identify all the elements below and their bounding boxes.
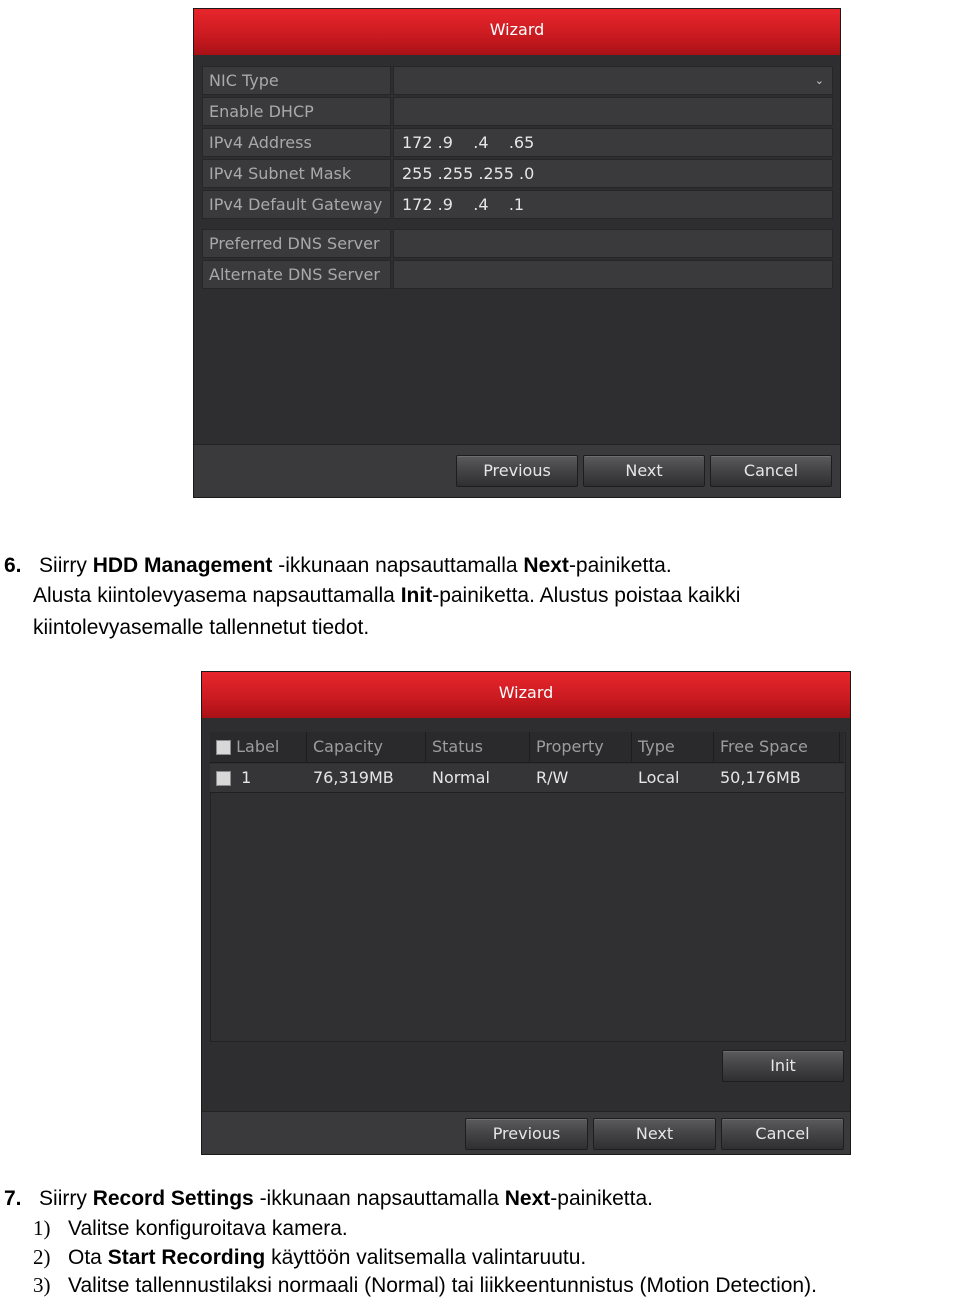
subnet-mask-input[interactable]: 255 .255 .255 .0 (393, 159, 833, 188)
item-text: käyttöön valitsemalla valintaruutu. (265, 1246, 587, 1269)
step6-line2 (33, 581, 740, 611)
step6-text: -ikkunaan napsauttamalla (272, 554, 524, 577)
item-number: 1) (33, 1216, 51, 1240)
row-free-space: 50,176MB (720, 768, 801, 787)
enable-dhcp-label: Enable DHCP (202, 97, 391, 126)
default-gateway-row (202, 190, 833, 219)
wizard-title: Wizard (194, 9, 840, 55)
step7-next: Next (504, 1187, 551, 1210)
item-number: 3) (33, 1273, 51, 1297)
item-text: Ota (68, 1246, 108, 1269)
ipv4-address-input[interactable]: 172 .9 .4 .65 (393, 128, 833, 157)
row-property: R/W (536, 768, 569, 787)
nic-type-row (202, 66, 833, 95)
step6-hdd-management: HDD Management (92, 554, 273, 577)
step6-text: -painiketta. Alustus poistaa kaikki (432, 584, 741, 607)
item-text: Valitse konfiguroitava kamera. (68, 1217, 348, 1240)
preferred-dns-label: Preferred DNS Server (202, 229, 391, 258)
step7-line1 (4, 1184, 653, 1214)
alternate-dns-input[interactable] (393, 260, 833, 289)
row-checkbox[interactable] (216, 771, 231, 786)
previous-button[interactable]: Previous (465, 1118, 588, 1150)
ipv4-address-label: IPv4 Address (202, 128, 391, 157)
step7-item-1 (33, 1213, 348, 1244)
column-free-space[interactable]: Free Space (714, 732, 840, 762)
network-wizard-window (193, 8, 841, 498)
step6-text: Siirry (39, 554, 93, 577)
nic-type-label: NIC Type (202, 66, 391, 95)
column-capacity[interactable]: Capacity (307, 732, 426, 762)
item-text: Valitse tallennustilaksi normaali (Normal) tai liikkeentunnistus (Motion Detection). (68, 1274, 817, 1297)
alternate-dns-row (202, 260, 833, 289)
enable-dhcp-row (202, 97, 833, 126)
step6-next: Next (523, 554, 569, 577)
column-property[interactable]: Property (530, 732, 632, 762)
next-button[interactable]: Next (583, 455, 705, 487)
nic-type-select[interactable] (393, 66, 833, 95)
step7-number: 7. (4, 1187, 22, 1210)
enable-dhcp-field (393, 97, 833, 126)
step7-item-2 (33, 1242, 586, 1273)
row-type: Local (638, 768, 680, 787)
step7-text: -ikkunaan napsauttamalla (253, 1187, 505, 1210)
item-number: 2) (33, 1245, 51, 1269)
alternate-dns-label: Alternate DNS Server (202, 260, 391, 289)
init-button[interactable]: Init (722, 1050, 844, 1082)
column-label-text: Label (236, 737, 280, 756)
row-capacity: 76,319MB (313, 768, 394, 787)
step6-line1 (4, 551, 672, 581)
row-status: Normal (432, 768, 490, 787)
step7-record-settings: Record Settings (92, 1187, 254, 1210)
previous-button[interactable]: Previous (456, 455, 578, 487)
wizard-title: Wizard (202, 672, 850, 718)
hdd-table-header (210, 732, 844, 763)
cancel-button[interactable]: Cancel (710, 455, 832, 487)
wizard-footer (202, 1111, 850, 1154)
step6-number: 6. (4, 554, 22, 577)
default-gateway-input[interactable]: 172 .9 .4 .1 (393, 190, 833, 219)
step6-text: Alusta kiintolevyasema napsauttamalla (33, 584, 401, 607)
column-status[interactable]: Status (426, 732, 530, 762)
preferred-dns-row (202, 229, 833, 258)
step6-line3: kiintolevyasemalle tallennetut tiedot. (33, 616, 370, 639)
step7-text: -painiketta. (550, 1187, 653, 1210)
table-row[interactable] (210, 764, 844, 793)
step6-text: -painiketta. (568, 554, 672, 577)
default-gateway-label: IPv4 Default Gateway (202, 190, 391, 219)
row-label: 1 (241, 768, 252, 787)
step6-init: Init (400, 584, 433, 607)
row-label-cell (210, 764, 307, 792)
item-start-recording: Start Recording (107, 1246, 266, 1269)
subnet-mask-label: IPv4 Subnet Mask (202, 159, 391, 188)
step7-text: Siirry (39, 1187, 93, 1210)
select-all-checkbox[interactable] (216, 740, 231, 755)
subnet-mask-row (202, 159, 833, 188)
cancel-button[interactable]: Cancel (721, 1118, 844, 1150)
next-button[interactable]: Next (593, 1118, 716, 1150)
chevron-down-icon: ⌄ (814, 74, 824, 87)
column-label[interactable] (210, 732, 307, 762)
hdd-wizard-window (201, 671, 851, 1155)
step7-item-3 (33, 1270, 817, 1301)
column-type[interactable]: Type (632, 732, 714, 762)
ipv4-address-row (202, 128, 833, 157)
preferred-dns-input[interactable] (393, 229, 833, 258)
wizard-footer (194, 444, 840, 497)
